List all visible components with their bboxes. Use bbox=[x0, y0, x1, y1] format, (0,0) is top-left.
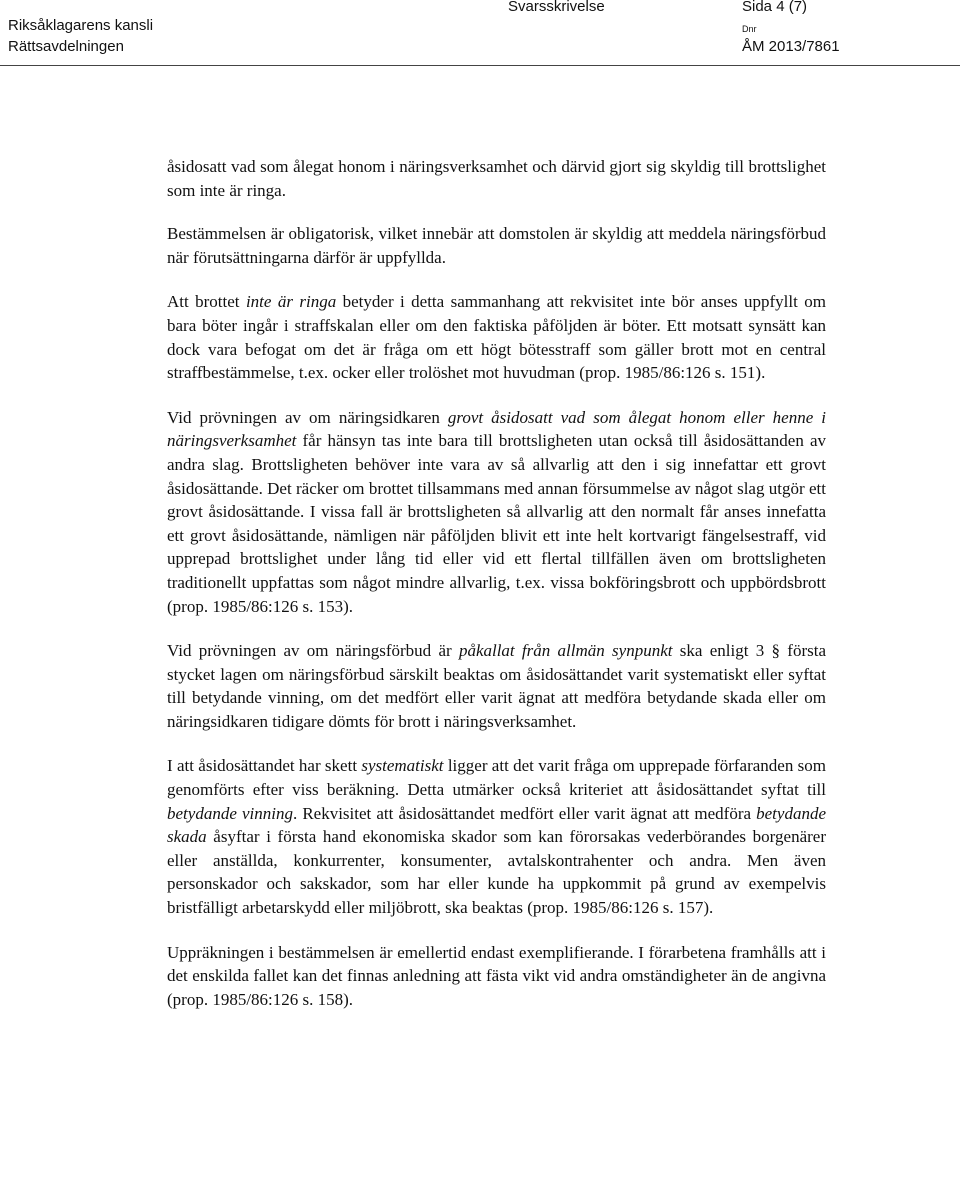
paragraph-3 bbox=[167, 290, 826, 384]
paragraph-5-text-b: ska enligt 3 § första stycket lagen om näringsförbud särskilt beaktas om åsidosättandet varit systematiskt eller syftat till betydande vinning, om det medfört eller varit ägnat att medföra betydande skada eller om näringsidkaren tidigare dömts för brott i näringsverksamhet. bbox=[167, 641, 826, 731]
paragraph-6-text-b: ligger att det varit fråga om upprepade förfaranden som genomförts efter viss beräkning. Detta utmärker också kriteriet att åsidosättandet syftat till bbox=[167, 756, 826, 800]
paragraph-3-emphasis: inte är ringa bbox=[245, 292, 337, 312]
paragraph-5-emphasis: påkallat från allmän synpunkt bbox=[458, 641, 673, 661]
document-type: Svarsskrivelse bbox=[508, 0, 605, 15]
paragraph-5-text-a: Vid prövningen av om näringsförbud är bbox=[167, 641, 459, 661]
paragraph-6-emphasis-1: systematiskt bbox=[361, 756, 444, 776]
page-number: Sida 4 (7) bbox=[742, 0, 808, 15]
paragraph-3-text-b: betyder i detta sammanhang att rekvisitet inte bör anses uppfyllt om bara böter ingår i straffskalan eller om den faktiska påföljden är böter. Ett motsatt synsätt kan dock vara befogat om det är fråga om ett högt bötesstraff som gäller brott mot en central straffbestämmelse, t.ex. ocker eller trolöshet mot huvudman (prop. 1985/86:126 s. 151). bbox=[167, 292, 826, 383]
paragraph-6-emphasis-3: betydande skada bbox=[167, 803, 826, 847]
paragraph-6-text-c: . Rekvisitet att åsidosättandet medfört eller varit ägnat att medföra bbox=[292, 803, 757, 823]
paragraph-6-text-a: I att åsidosättandet har skett bbox=[167, 756, 362, 776]
dnr-label: Dnr bbox=[742, 24, 757, 34]
dnr-value: ÅM 2013/7861 bbox=[742, 38, 840, 55]
header-divider bbox=[0, 65, 960, 66]
paragraph-1-text: åsidosatt vad som ålegat honom i näringsverksamhet och därvid gjort sig skyldig till brottslighet som inte är ringa. bbox=[167, 157, 826, 200]
paragraph-7-text: Uppräkningen i bestämmelsen är emellertid endast exemplifierande. I förarbetena framhålls att i det enskilda fallet kan det finnas anledning att fästa vikt vid andra omständigheter än de angivna (prop. 1985/86:126 s. 158). bbox=[167, 942, 826, 1009]
paragraph-6 bbox=[167, 754, 826, 919]
paragraph-7 bbox=[167, 941, 826, 1012]
paragraph-4 bbox=[167, 406, 826, 618]
paragraph-2-text: Bestämmelsen är obligatorisk, vilket innebär att domstolen är skyldig att meddela näringsförbud när förutsättningarna därför är uppfyllda. bbox=[167, 224, 826, 267]
paragraph-4-text-b: får hänsyn tas inte bara till brottsligheten utan också till åsidosättanden av andra slag. Brottsligheten behöver inte vara av så allvarlig att den i sig innefattar ett grovt åsidosättande. Det räcker om brottet tillsammans med annan försummelse av något slag utgör ett grovt åsidosättande. I vissa fall är brottsligheten så allvarlig att den normalt får anses innefatta ett grovt åsidosättande, nämligen när påföljden blivit ett inte helt kortvarigt fängelsestraff, vid upprepad brottslighet under lång tid eller vid ett flertal tillfällen även om brottsligheten traditionellt uppfattas som något mindre allvarlig, t.ex. vissa bokföringsbrott och uppbördsbrott (prop. 1985/86:126 s. 153). bbox=[167, 431, 826, 616]
document-body bbox=[167, 155, 826, 1032]
paragraph-4-text-a: Vid prövningen av om näringsidkaren bbox=[167, 407, 448, 427]
paragraph-6-text-d: åsyftar i första hand ekonomiska skador som kan förorsakas vederbörandes borgenärer eller anställda, konkurrenter, konsumenter, avtalskontrahenter och andra. Men även personskador och sakskador, som har eller kunde ha uppkommit på grund av exempelvis bristfälligt arbetarskydd eller miljöbrott, ska beaktas (prop. 1985/86:126 s. 157). bbox=[167, 827, 826, 918]
paragraph-2 bbox=[167, 222, 826, 269]
department-name: Rättsavdelningen bbox=[8, 38, 124, 55]
paragraph-5 bbox=[167, 639, 826, 733]
paragraph-6-emphasis-2: betydande vinning bbox=[167, 803, 293, 823]
paragraph-3-text-a: Att brottet bbox=[167, 292, 246, 312]
paragraph-4-emphasis: grovt åsidosatt vad som ålegat honom eller henne i näringsverksamhet bbox=[167, 407, 827, 451]
paragraph-1 bbox=[167, 155, 826, 202]
organization-name: Riksåklagarens kansli bbox=[8, 17, 154, 34]
page-header bbox=[0, 0, 960, 60]
